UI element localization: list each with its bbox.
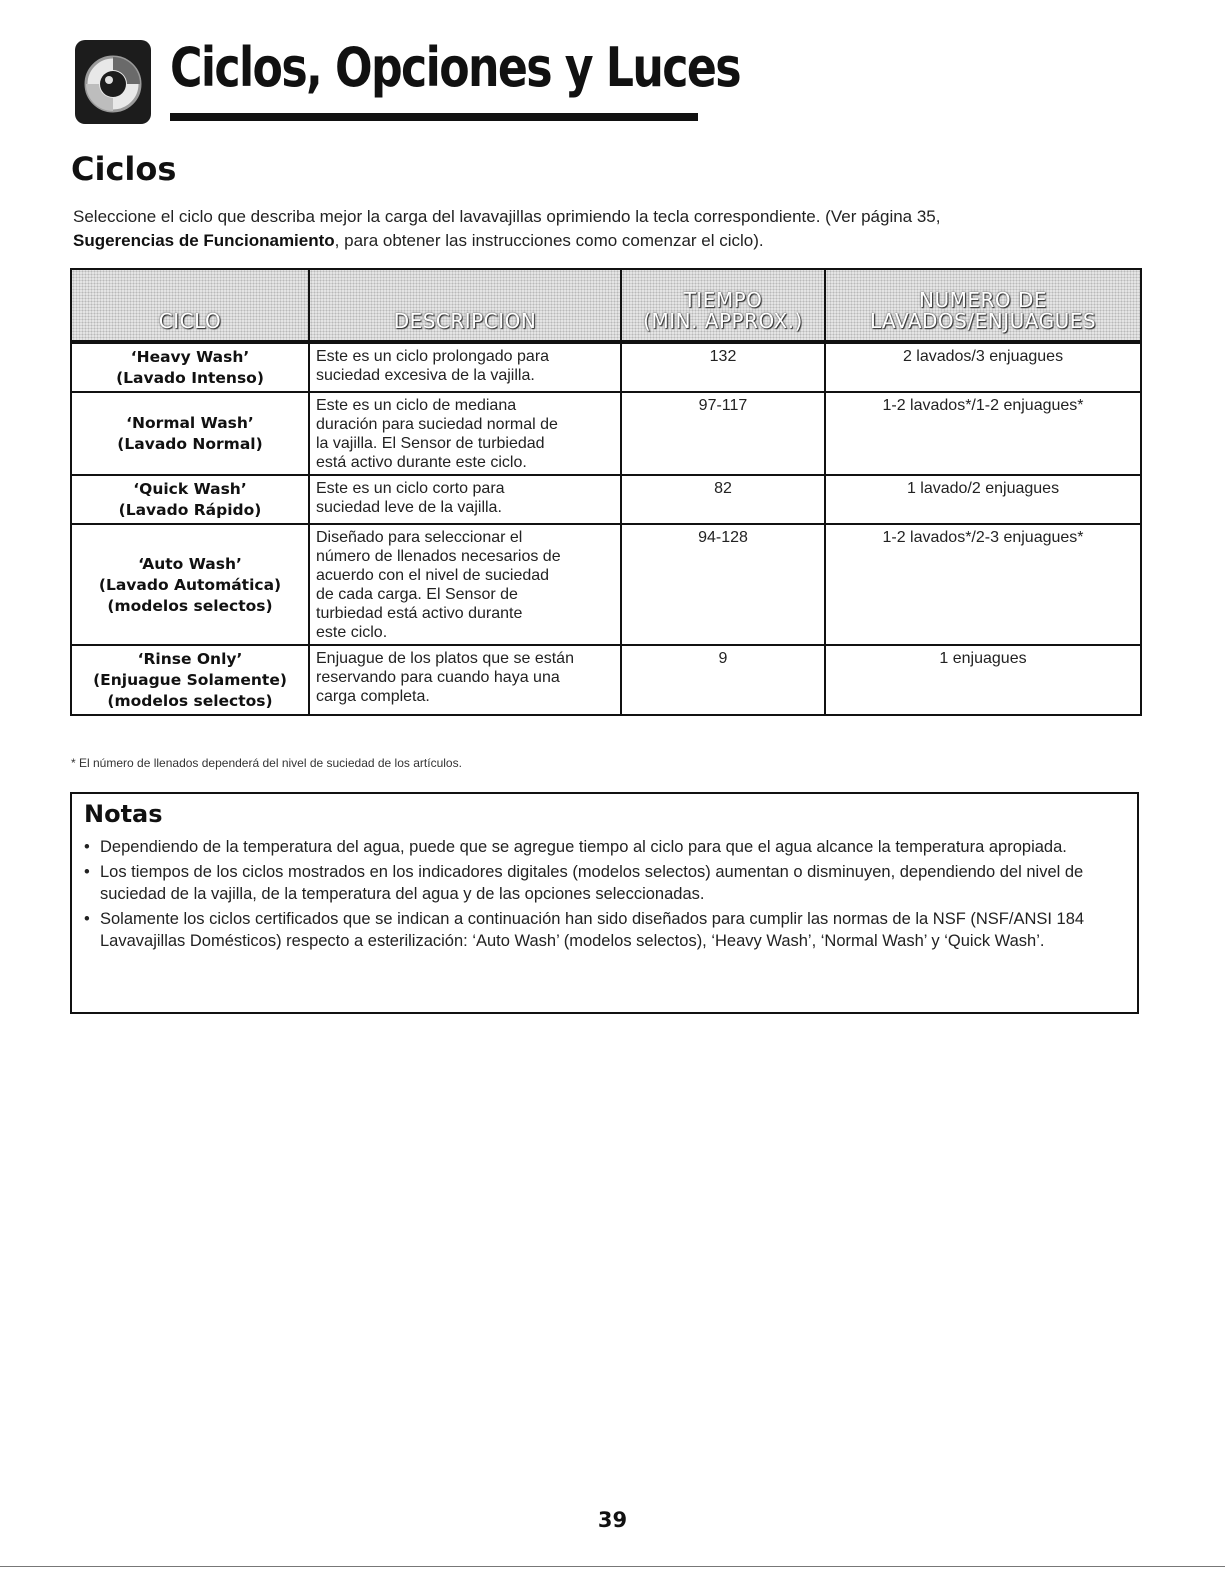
cycle-time: 132 [621,342,825,392]
table-row [71,645,1141,715]
cycle-washes: 1-2 lavados*/1-2 enjuagues* [825,392,1141,475]
note-item [82,861,1122,905]
cycle-time: 94-128 [621,524,825,645]
intro-paragraph [73,205,1148,253]
cycle-name: ‘Rinse Only’ (Enjuague Solamente) (modelos selectos) [71,645,309,715]
title-underline [170,113,698,121]
cycle-name: ‘Heavy Wash’ (Lavado Intenso) [71,342,309,392]
note-text: Los tiempos de los ciclos mostrados en los indicadores digitales (modelos selectos) aumentan o disminuyen, dependiendo del nivel de suciedad de la vajilla, de la temperatura del agua y de las opciones seleccionadas. [100,863,1084,903]
page-title: Ciclos, Opciones y Luces [170,36,740,99]
bullet-icon: • [84,910,90,928]
cycle-description: Este es un ciclo corto para suciedad leve de la vajilla. [309,475,621,524]
bullet-icon: • [84,863,90,881]
page-number: 39 [597,1508,628,1532]
note-item [82,836,1122,858]
intro-text-end: , para obtener las instrucciones como comenzar el ciclo). [334,231,764,250]
note-text: Dependiendo de la temperatura del agua, puede que se agregue tiempo al ciclo para que el agua alcance la temperatura apropiada. [100,838,1067,856]
cycle-description: Este es un ciclo de mediana duración para suciedad normal de la vajilla. El Sensor de turbiedad está activo durante este ciclo. [309,392,621,475]
header-washes: NUMERO DE LAVADOS/ENJUAGUES [825,269,1141,342]
cycle-description: Enjuague de los platos que se están reservando para cuando haya una carga completa. [309,645,621,715]
cycle-washes: 1 enjuagues [825,645,1141,715]
cycle-name: ‘Auto Wash’ (Lavado Automática) (modelos selectos) [71,524,309,645]
dishwasher-logo-icon [75,40,151,124]
note-text: Solamente los ciclos certificados que se indican a continuación han sido diseñados para cumplir las normas de la NSF (NSF/ANSI 184 Lavavajillas Domésticos) respecto a esterilización: ‘Auto Wash’ (modelos selectos), ‘Heavy Wash’, ‘Normal Wash’ y ‘Quick Wash’. [100,910,1085,950]
cycles-table [70,268,1142,716]
cycle-description: Este es un ciclo prolongado para suciedad excesiva de la vajilla. [309,342,621,392]
notes-list [82,836,1122,955]
cycle-time: 9 [621,645,825,715]
cycle-washes: 1 lavado/2 enjuagues [825,475,1141,524]
table-row [71,392,1141,475]
header-cycle: CICLO [71,269,309,342]
cycle-time: 82 [621,475,825,524]
table-row [71,524,1141,645]
cycle-time: 97-117 [621,392,825,475]
section-title: Ciclos [71,150,177,188]
footnote: * El número de llenados dependerá del nivel de suciedad de los artículos. [71,756,462,770]
header-time: TIEMPO (MIN. APPROX.) [621,269,825,342]
cycle-name: ‘Quick Wash’ (Lavado Rápido) [71,475,309,524]
notes-box [70,792,1139,1014]
bullet-icon: • [84,838,90,856]
cycle-description: Diseñado para seleccionar el número de llenados necesarios de acuerdo con el nivel de suciedad de cada carga. El Sensor de turbiedad está activo durante este ciclo. [309,524,621,645]
bottom-divider [0,1566,1225,1567]
intro-text-start: Seleccione el ciclo que describa mejor la carga del lavavajillas oprimiendo la tecla correspondiente. (Ver página 35, [73,207,941,226]
cycle-washes: 2 lavados/3 enjuagues [825,342,1141,392]
note-item [82,908,1122,952]
table-header-row [71,269,1141,342]
header-description: DESCRIPCION [309,269,621,342]
table-row [71,475,1141,524]
intro-text-bold: Sugerencias de Funcionamiento [73,231,335,250]
notes-title: Notas [84,800,163,828]
cycle-washes: 1-2 lavados*/2-3 enjuagues* [825,524,1141,645]
cycle-name: ‘Normal Wash’ (Lavado Normal) [71,392,309,475]
table-row [71,342,1141,392]
